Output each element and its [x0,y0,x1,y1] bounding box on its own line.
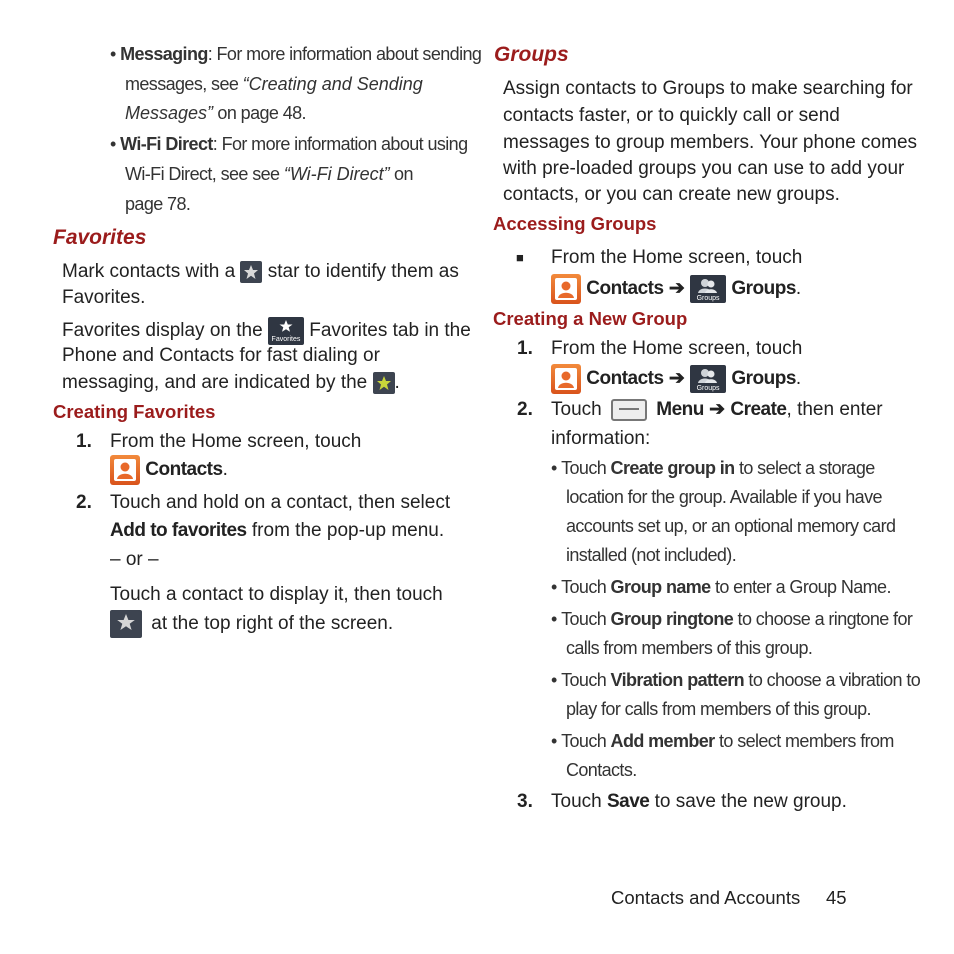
group-step2-line2: information: [551,428,651,449]
fav-para2-line1: Favorites display on the Favorites Favorites tab in the [62,317,471,345]
fav-alt-line2: at the top right of the screen. [110,610,393,638]
groups-icon: Groups [690,365,726,393]
group-step1-path: Contacts ➔ Groups Groups. [551,364,801,394]
accessing-step-text: From the Home screen, touch [551,247,803,268]
sub-bullet-vibration-line2: play for calls from members of this group. [566,699,871,719]
sub-bullet-create-line3: accounts set up, or an optional memory card [566,516,896,536]
menu-key-icon [611,399,647,421]
sub-bullet-add-member-line2: Contacts. [566,760,637,780]
bullet-messaging-line3: Messages” on page 48. [125,103,306,123]
fav-para1-line2: Favorites. [62,287,146,308]
group-step1-text: From the Home screen, touch [551,338,803,359]
bullet-wifi-line3: page 78. [125,194,191,214]
contacts-icon [551,274,581,304]
sub-bullet-group-ringtone: • Touch Group ringtone to choose a ringtone for [551,609,913,629]
group-step3-number: 3. [517,791,533,812]
arrow-icon: ➔ [709,399,726,420]
creating-favorites-heading: Creating Favorites [53,401,216,422]
fav-para2-line3: messaging, and are indicated by the . [62,372,400,393]
groups-para-line5: contacts, or you can create new groups. [503,184,840,205]
sub-bullet-add-member: • Touch Add member to select members from [551,731,894,751]
arrow-icon: ➔ [668,278,685,300]
accessing-step-path: Contacts ➔ Groups Groups. [551,274,801,304]
groups-para-line3: messages to group members. Your phone comes [503,132,918,153]
groups-icon: Groups [690,275,726,303]
fav-step1-contacts: Contacts. [110,455,228,485]
fav-para1-line1: Mark contacts with a star to identify them as [62,261,459,282]
group-step2-line1: Touch Menu ➔ Create, then enter [551,399,883,420]
sub-bullet-create-line2: location for the group. Available if you have [566,487,882,507]
group-step2-number: 2. [517,399,533,420]
groups-para-line4: with pre-loaded groups you can use to add your [503,158,905,179]
fav-step2-line2: Add to favorites from the pop-up menu. [110,520,445,541]
fav-step2-number: 2. [76,492,92,513]
footer-section-title: Contacts and Accounts [611,887,801,908]
fav-step1-number: 1. [76,431,92,452]
contacts-icon [551,364,581,394]
group-step3-text: Touch Save to save the new group. [551,791,847,812]
creating-group-heading: Creating a New Group [493,308,688,329]
fav-step2-text: Touch and hold on a contact, then select [110,492,451,513]
sub-bullet-create-group-in: • Touch Create group in to select a storage [551,458,875,478]
arrow-icon: ➔ [668,368,685,390]
bullet-messaging-line1: • Messaging: For more information about sending [110,44,482,64]
group-step1-number: 1. [517,338,533,359]
or-separator: – or – [110,549,159,570]
page-number: 45 [826,887,847,908]
fav-para2-line2: Phone and Contacts for fast dialing or [62,345,380,366]
bullet-wifi-line2: Wi-Fi Direct, see see “Wi-Fi Direct” on [125,164,413,184]
groups-para-line2: contacts faster, or to quickly call or send [503,105,840,126]
groups-heading: Groups [494,43,569,66]
sub-bullet-ringtone-line2: calls from members of this group. [566,638,813,658]
sub-bullet-create-line4: installed (not included). [566,545,737,565]
contacts-icon [110,455,140,485]
bullet-wifi-line1: • Wi-Fi Direct: For more information about using [110,134,468,154]
term-messaging: Messaging [120,44,208,64]
term-wifi-direct: Wi-Fi Direct [120,134,213,154]
favorites-tab-icon: Favorites [268,317,304,345]
bullet-messaging-line2: messages, see “Creating and Sending [125,74,423,94]
favorites-heading: Favorites [53,226,147,249]
fav-alt-text: Touch a contact to display it, then touch [110,584,443,605]
square-bullet: ■ [516,250,524,265]
groups-para-line1: Assign contacts to Groups to make searching for [503,78,913,99]
star-icon [240,261,262,283]
fav-step1-text: From the Home screen, touch [110,431,362,452]
favorite-star-indicator-icon [373,372,395,394]
sub-bullet-vibration-pattern: • Touch Vibration pattern to choose a vibration to [551,670,921,690]
accessing-groups-heading: Accessing Groups [493,213,657,234]
star-button-icon [110,610,142,638]
sub-bullet-group-name: • Touch Group name to enter a Group Name. [551,577,891,597]
